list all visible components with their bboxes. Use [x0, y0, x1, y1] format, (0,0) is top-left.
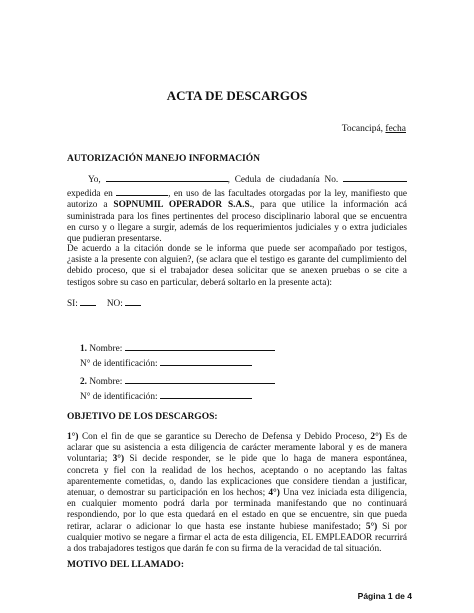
objective-line-1-text: Con el fin de que se garantice su Derecho de Defensa y Debido Proceso, [78, 432, 371, 442]
citation-paragraph [67, 244, 407, 289]
witness-1-name-label: Nombre: [89, 344, 123, 354]
objective-line-3 [67, 454, 407, 465]
expedida-blank [116, 186, 168, 196]
item-3: 3°) [112, 454, 125, 465]
witness-2-name-blank[interactable] [125, 374, 275, 384]
objective-line-1 [67, 432, 407, 443]
witness-2-id-blank[interactable] [160, 389, 252, 399]
objective-line-4: concreta y fiel con la realidad de los hechos, aceptando o no aceptando las faltas [67, 465, 407, 476]
auth-line-5: en curso y o llegare a surgir, además de los requerimientos judiciales y o extra judiciales [67, 222, 407, 233]
auth-line-1 [67, 172, 407, 186]
witness-2-name-label: Nombre: [89, 377, 123, 387]
cedula-blank [343, 172, 407, 182]
witness-1-id-label: N° de identificación: [80, 358, 158, 369]
objective-line-11: a dos trabajadores testigos que darán fe con su firma de la veracidad de tal situación. [67, 544, 382, 555]
answer-yes-label: SI: [67, 299, 78, 309]
witness-2 [80, 374, 275, 403]
witness-1-number: 1. [80, 344, 87, 354]
objective-line-3-start: voluntaria; [67, 454, 113, 465]
citation-line-2: ¿asiste a la presente con alguien?, (se aclara que el testigo es garante del cumplimiento del [67, 255, 407, 266]
witness-2-number: 2. [80, 377, 87, 387]
auth-yo: Yo, [88, 175, 101, 185]
item-4: 4°) [268, 488, 280, 499]
auth-cedula-label: , Cedula de ciudadanía No. [227, 175, 339, 185]
objective-line-6-end: Una vez iniciada esta diligencia, [279, 488, 408, 499]
page-number: Página 1 de 4 [357, 591, 412, 601]
auth-line-6: que pudieran presentarse. [67, 234, 162, 245]
witness-1 [80, 341, 275, 370]
witness-1-id-row [80, 356, 275, 371]
place-city: Tocancipá, [341, 124, 384, 134]
name-blank [106, 172, 228, 182]
company-name: SOPNUMIL OPERADOR S.A.S. [113, 200, 253, 211]
auth-expedida: expedida en [67, 189, 113, 200]
objective-line-5: aparentemente cometidas, o, dando las explicaciones que considere tiendan a justificar, [67, 476, 407, 487]
motive-heading: MOTIVO DEL LLAMADO: [67, 560, 184, 570]
auth-autorizo: autorizo a [67, 200, 114, 211]
objective-line-3-text: Si decide responder, se le pide que lo haga de manera espontánea, [124, 454, 407, 465]
citation-line-1: De acuerdo a la citación donde se le informa que puede ser acompañado por testigos, [67, 244, 407, 254]
witness-2-id-label: N° de identificación: [80, 391, 158, 402]
objective-line-9-text: retirar, aclarar o adicionar lo que hasta ese instante hubiese manifestado; [67, 521, 366, 532]
witness-1-id-blank[interactable] [160, 356, 252, 366]
citation-line-3: debido proceso, que si el trabajador desea solicitar que se anexen pruebas o se cite a [67, 266, 407, 277]
answer-no-blank[interactable] [125, 296, 141, 306]
objective-line-7: en cualquier momento podrá darla por terminada manifestando que no continuará [67, 499, 407, 510]
witness-1-name-row [80, 341, 275, 356]
auth-line-3-text: , para que utilice la información acá [252, 200, 407, 211]
auth-line-2 [67, 186, 407, 200]
answer-no-label: NO: [106, 299, 123, 309]
objective-line-6-text: atenuar, o demostrar su participación en los hechos; [67, 488, 269, 499]
authorization-paragraph [67, 172, 407, 245]
auth-line-3 [67, 200, 407, 211]
objective-line-9-end: Si por [377, 521, 408, 532]
witness-answer [67, 296, 141, 311]
item-2: 2°) [370, 432, 382, 442]
objective-paragraph [67, 432, 407, 555]
place-date-line [342, 124, 406, 134]
objective-line-6 [67, 488, 407, 499]
answer-yes-blank[interactable] [80, 296, 96, 306]
witness-1-name-blank[interactable] [125, 341, 275, 351]
objective-line-8: respondiendo, por lo que esta quedará en el estado en que se encuentre, sin que pueda [67, 510, 407, 521]
auth-line-2-text: , en uso de las facultades otorgadas por la ley, manifiesto que [168, 189, 407, 200]
place-date: fecha [385, 124, 406, 134]
auth-line-4: suministrada para los fines pertinentes del proceso disciplinario laboral que se encuentra [67, 211, 407, 222]
objective-line-10: cualquier motivo se negare a firmar el acta de esta diligencia, EL EMPLEADOR recurrirá [67, 532, 407, 543]
objective-line-9 [67, 522, 407, 533]
objective-heading: OBJETIVO DE LOS DESCARGOS: [67, 412, 218, 422]
citation-line-4: testigos sobre su caso en particular, deberá soltarlo en la presente acta): [67, 277, 332, 288]
witness-2-name-row [80, 374, 275, 389]
objective-line-2: aclarar que su asistencia a esta diligencia de carácter meramente laboral y es de manera [67, 443, 407, 454]
authorization-heading: AUTORIZACIÓN MANEJO INFORMACIÓN [67, 154, 260, 164]
item-5: 5°) [365, 521, 378, 532]
witness-2-id-row [80, 389, 275, 404]
item-1: 1°) [67, 432, 79, 442]
objective-line-1-end: Es de [381, 432, 407, 442]
document-title: ACTA DE DESCARGOS [166, 88, 308, 103]
